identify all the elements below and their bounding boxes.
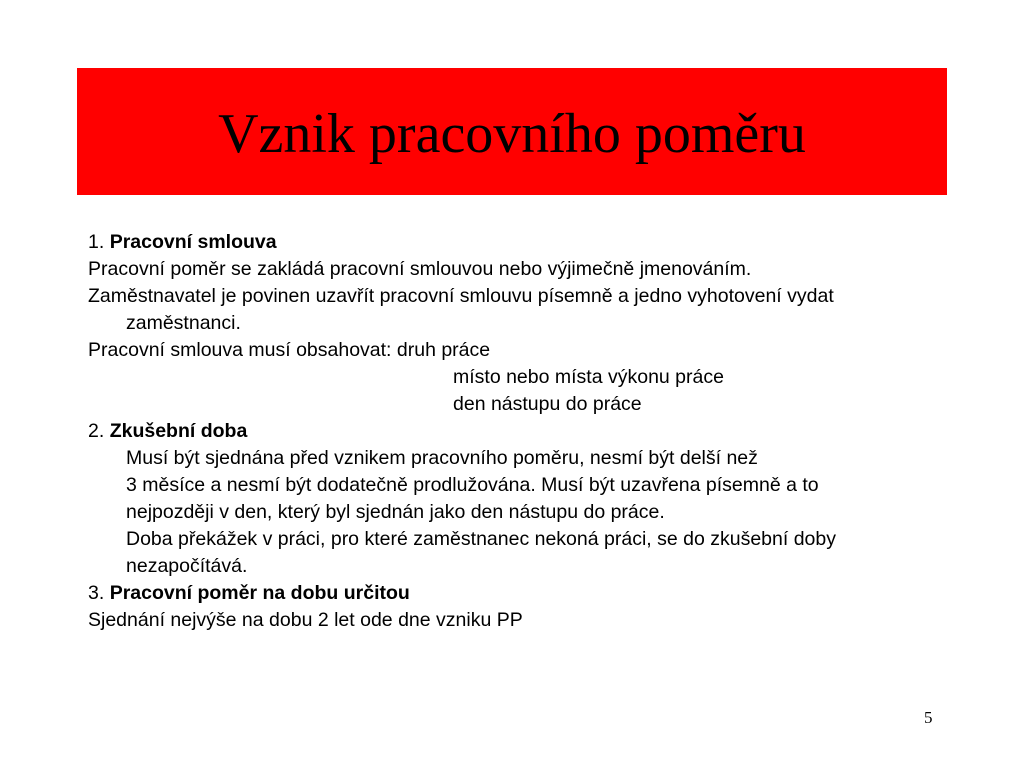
section-3-number: 3. bbox=[88, 582, 105, 604]
section-1-paragraph-3: Pracovní smlouva musí obsahovat: druh práce bbox=[88, 339, 491, 361]
section-1-number: 1. bbox=[88, 231, 105, 253]
section-1-heading bbox=[88, 229, 988, 256]
slide-title: Vznik pracovního poměru bbox=[218, 102, 806, 165]
section-2-line-2: 3 měsíce a nesmí být dodatečně prodlužována. Musí být uzavřena písemně a to bbox=[126, 474, 819, 496]
title-banner bbox=[77, 68, 947, 195]
section-3-title: Pracovní poměr na dobu určitou bbox=[109, 582, 410, 604]
section-1-paragraph-4: místo nebo místa výkonu práce bbox=[453, 366, 724, 388]
section-1-paragraph-5: den nástupu do práce bbox=[453, 393, 642, 415]
section-3-heading bbox=[88, 580, 988, 607]
section-2-number: 2. bbox=[88, 420, 105, 442]
section-1-paragraph-1: Pracovní poměr se zakládá pracovní smlouvou nebo výjimečně jmenováním. bbox=[88, 258, 752, 280]
section-1-title: Pracovní smlouva bbox=[109, 231, 277, 253]
section-2-line-5: nezapočítává. bbox=[126, 555, 248, 577]
section-2-line-1: Musí být sjednána před vznikem pracovního poměru, nesmí být delší než bbox=[126, 447, 758, 469]
section-2-line-4: Doba překážek v práci, pro které zaměstnanec nekoná práci, se do zkušební doby bbox=[126, 528, 836, 550]
section-1-paragraph-2: Zaměstnavatel je povinen uzavřít pracovní smlouvu písemně a jedno vyhotovení vydat bbox=[88, 285, 834, 307]
section-2-heading bbox=[88, 418, 988, 445]
section-1-paragraph-2-continuation: zaměstnanci. bbox=[126, 312, 241, 334]
section-2-line-3: nejpozději v den, který byl sjednán jako den nástupu do práce. bbox=[126, 501, 665, 523]
page-number: 5 bbox=[924, 708, 933, 727]
slide-body bbox=[88, 229, 988, 634]
section-2-title: Zkušební doba bbox=[109, 420, 248, 442]
section-3-paragraph-1: Sjednání nejvýše na dobu 2 let ode dne vzniku PP bbox=[88, 609, 523, 631]
